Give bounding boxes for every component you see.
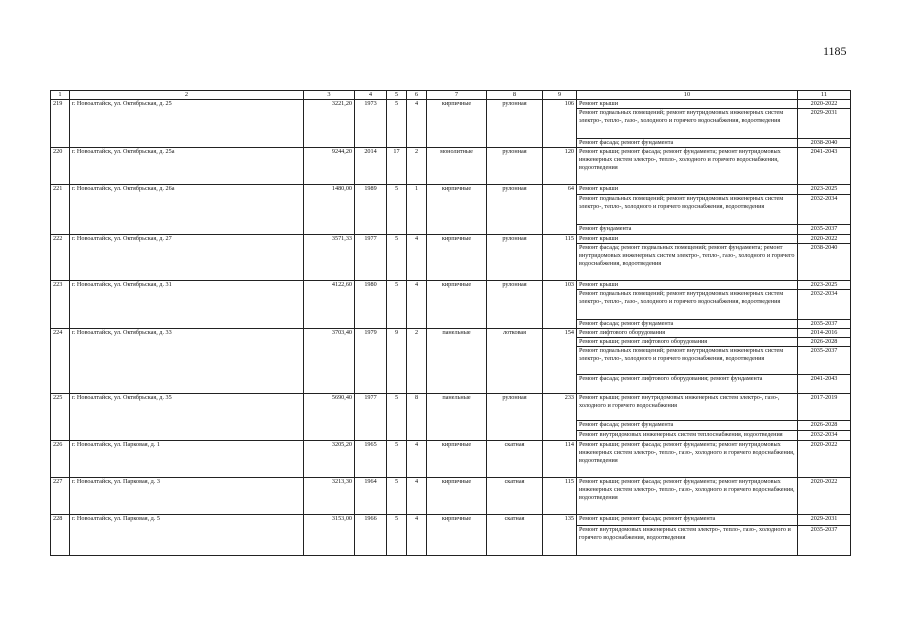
cell-period: 2035-2037 [798, 225, 851, 235]
cell-period: 2029-2031 [798, 109, 851, 139]
cell-work: Ремонт подвальных помещений; ремонт внутридомовых инженерных систем электро-, тепло-, газо-, холодного и горячего водоснабжения, водоотведения [577, 290, 798, 320]
cell-walls: кирпичные [427, 441, 487, 478]
table-row [51, 281, 851, 290]
cell-walls: кирпичные [427, 100, 487, 148]
cell-floors: 5 [387, 478, 407, 515]
cell-year: 1973 [355, 100, 387, 148]
cell-period: 2041-2043 [798, 148, 851, 185]
cell-apts: 120 [543, 148, 577, 185]
cell-entrances: 2 [407, 329, 427, 394]
cell-apts: 115 [543, 235, 577, 281]
cell-year: 1979 [355, 329, 387, 394]
cell-work: Ремонт крыши; ремонт фасада; ремонт фундамента; ремонт внутридомовых инженерных систем электро-, тепло-, холодного и горячего водоснабжения, водоотведения [577, 148, 798, 185]
column-header: 11 [798, 91, 851, 100]
cell-work: Ремонт крыши; ремонт внутридомовых инженерных систем электро-, газо-, холодного и горячего водоснабжения [577, 394, 798, 421]
column-header: 6 [407, 91, 427, 100]
cell-work: Ремонт крыши; ремонт лифтового оборудования [577, 338, 798, 347]
page-number: 1185 [823, 44, 847, 58]
cell-roof: рулонная [487, 148, 543, 185]
column-header: 9 [543, 91, 577, 100]
cell-floors: 5 [387, 515, 407, 556]
cell-year: 1977 [355, 235, 387, 281]
cell-address: г. Новоалтайск, ул. Октябрьская, д. 25 [70, 100, 304, 148]
cell-work: Ремонт подвальных помещений; ремонт внутридомовых инженерных систем электро-, тепло-, холодного и горячего водоснабжения, водоотведения [577, 195, 798, 225]
cell-floors: 17 [387, 148, 407, 185]
table-row [51, 100, 851, 109]
cell-num: 224 [51, 329, 70, 394]
cell-work: Ремонт крыши; ремонт фасада; ремонт фундамента; ремонт внутридомовых инженерных систем электро-, тепло-, газо-, холодного и горячего водоснабжения, водоотведения [577, 478, 798, 515]
cell-period: 2023-2025 [798, 281, 851, 290]
cell-period: 2029-2031 [798, 515, 851, 526]
cell-walls: кирпичные [427, 478, 487, 515]
cell-roof: скатная [487, 441, 543, 478]
capital-repair-table [50, 90, 851, 556]
cell-address: г. Новоалтайск, ул. Октябрьская, д. 26а [70, 185, 304, 235]
cell-apts: 103 [543, 281, 577, 329]
cell-work: Ремонт крыши; ремонт фасада; ремонт фундамента; ремонт внутридомовых инженерных систем электро-, тепло-, газо-, холодного и горячего водоснабжения, водоотведения [577, 441, 798, 478]
cell-period: 2020-2022 [798, 441, 851, 478]
cell-year: 2014 [355, 148, 387, 185]
cell-floors: 5 [387, 281, 407, 329]
cell-year: 1965 [355, 441, 387, 478]
table-row [51, 394, 851, 421]
cell-work: Ремонт фасада; ремонт подвальных помещений; ремонт фундамента; ремонт внутридомовых инженерных систем электро-, тепло-, газо-, холодного и горячего водоснабжения, водоотведения [577, 244, 798, 281]
cell-address: г. Новоалтайск, ул. Октябрьская, д. 27 [70, 235, 304, 281]
cell-roof: рулонная [487, 281, 543, 329]
cell-num: 220 [51, 148, 70, 185]
cell-roof: скатная [487, 478, 543, 515]
cell-work: Ремонт внутридомовых инженерных систем электро-, тепло-, газо-, холодного и горячего водоснабжения, водоотведения [577, 526, 798, 556]
cell-entrances: 1 [407, 185, 427, 235]
cell-address: г. Новоалтайск, ул. Парковая, д. 3 [70, 478, 304, 515]
cell-num: 222 [51, 235, 70, 281]
cell-period: 2032-2034 [798, 195, 851, 225]
cell-area: 3205,20 [304, 441, 355, 478]
table-row [51, 515, 851, 526]
cell-area: 3221,20 [304, 100, 355, 148]
cell-walls: кирпичные [427, 515, 487, 556]
cell-entrances: 4 [407, 235, 427, 281]
cell-work: Ремонт фундамента [577, 225, 798, 235]
column-header: 10 [577, 91, 798, 100]
cell-entrances: 4 [407, 281, 427, 329]
table-row [51, 478, 851, 515]
cell-entrances: 8 [407, 394, 427, 441]
cell-period: 2032-2034 [798, 431, 851, 441]
cell-period: 2038-2040 [798, 139, 851, 148]
cell-period: 2020-2022 [798, 478, 851, 515]
cell-apts: 233 [543, 394, 577, 441]
cell-period: 2026-2028 [798, 338, 851, 347]
cell-walls: кирпичные [427, 281, 487, 329]
cell-period: 2038-2040 [798, 244, 851, 281]
cell-period: 2023-2025 [798, 185, 851, 195]
cell-period: 2035-2037 [798, 526, 851, 556]
cell-walls: панельные [427, 394, 487, 441]
cell-period: 2035-2037 [798, 320, 851, 329]
cell-work: Ремонт внутридомовых инженерных систем теплоснабжения, водоотведения [577, 431, 798, 441]
cell-apts: 135 [543, 515, 577, 556]
cell-roof: рулонная [487, 235, 543, 281]
table-row [51, 329, 851, 338]
cell-work: Ремонт фасада; ремонт лифтового оборудования; ремонт фундамента [577, 375, 798, 394]
cell-address: г. Новоалтайск, ул. Октябрьская, д. 25а [70, 148, 304, 185]
cell-year: 1980 [355, 281, 387, 329]
table-row [51, 235, 851, 244]
cell-area: 5690,40 [304, 394, 355, 441]
cell-entrances: 4 [407, 478, 427, 515]
cell-area: 9244,20 [304, 148, 355, 185]
cell-roof: рулонная [487, 185, 543, 235]
table-row [51, 185, 851, 195]
cell-address: г. Новоалтайск, ул. Парковая, д. 1 [70, 441, 304, 478]
cell-area: 3153,00 [304, 515, 355, 556]
cell-work: Ремонт крыши [577, 281, 798, 290]
cell-period: 2014-2016 [798, 329, 851, 338]
cell-apts: 115 [543, 478, 577, 515]
cell-entrances: 2 [407, 148, 427, 185]
cell-address: г. Новоалтайск, ул. Октябрьская, д. 33 [70, 329, 304, 394]
cell-walls: монолитные [427, 148, 487, 185]
cell-period: 2020-2022 [798, 235, 851, 244]
cell-apts: 114 [543, 441, 577, 478]
column-header: 1 [51, 91, 70, 100]
cell-num: 228 [51, 515, 70, 556]
cell-roof: лотковая [487, 329, 543, 394]
cell-walls: кирпичные [427, 185, 487, 235]
cell-work: Ремонт подвальных помещений; ремонт внутридомовых инженерных систем электро-, тепло-, газо-, холодного и горячего водоснабжения, водоотведения [577, 109, 798, 139]
cell-period: 2035-2037 [798, 347, 851, 375]
cell-year: 1989 [355, 185, 387, 235]
cell-address: г. Новоалтайск, ул. Парковая, д. 5 [70, 515, 304, 556]
cell-year: 1964 [355, 478, 387, 515]
cell-work: Ремонт крыши [577, 185, 798, 195]
column-header: 8 [487, 91, 543, 100]
table-row [51, 441, 851, 478]
cell-area: 3213,30 [304, 478, 355, 515]
cell-entrances: 4 [407, 100, 427, 148]
cell-work: Ремонт лифтового оборудования [577, 329, 798, 338]
cell-apts: 106 [543, 100, 577, 148]
column-header: 7 [427, 91, 487, 100]
cell-period: 2032-2034 [798, 290, 851, 320]
cell-walls: кирпичные [427, 235, 487, 281]
cell-apts: 154 [543, 329, 577, 394]
table-row [51, 148, 851, 185]
cell-roof: рулонная [487, 100, 543, 148]
cell-floors: 5 [387, 185, 407, 235]
cell-period: 2017-2019 [798, 394, 851, 421]
cell-apts: 64 [543, 185, 577, 235]
cell-address: г. Новоалтайск, ул. Октябрьская, д. 35 [70, 394, 304, 441]
cell-work: Ремонт крыши; ремонт фасада; ремонт фундамента [577, 515, 798, 526]
cell-work: Ремонт фасада; ремонт фундамента [577, 139, 798, 148]
cell-address: г. Новоалтайск, ул. Октябрьская, д. 31 [70, 281, 304, 329]
column-header: 4 [355, 91, 387, 100]
cell-period: 2020-2022 [798, 100, 851, 109]
cell-roof: скатная [487, 515, 543, 556]
cell-area: 4122,60 [304, 281, 355, 329]
cell-floors: 5 [387, 100, 407, 148]
table-header-row [51, 91, 851, 100]
cell-work: Ремонт фасада; ремонт фундамента [577, 320, 798, 329]
cell-floors: 5 [387, 394, 407, 441]
cell-year: 1966 [355, 515, 387, 556]
cell-entrances: 4 [407, 515, 427, 556]
cell-period: 2026-2028 [798, 421, 851, 431]
cell-area: 3703,40 [304, 329, 355, 394]
cell-work: Ремонт крыши [577, 235, 798, 244]
cell-num: 226 [51, 441, 70, 478]
cell-num: 219 [51, 100, 70, 148]
column-header: 2 [70, 91, 304, 100]
cell-work: Ремонт подвальных помещений; ремонт внутридомовых инженерных систем электро-, тепло-, холодного и горячего водоснабжения, водоотведения [577, 347, 798, 375]
cell-area: 1480,00 [304, 185, 355, 235]
cell-num: 221 [51, 185, 70, 235]
cell-year: 1977 [355, 394, 387, 441]
cell-floors: 5 [387, 235, 407, 281]
cell-floors: 5 [387, 441, 407, 478]
cell-period: 2041-2043 [798, 375, 851, 394]
cell-floors: 9 [387, 329, 407, 394]
cell-entrances: 4 [407, 441, 427, 478]
cell-num: 223 [51, 281, 70, 329]
cell-area: 3571,33 [304, 235, 355, 281]
column-header: 5 [387, 91, 407, 100]
cell-num: 225 [51, 394, 70, 441]
cell-roof: рулонная [487, 394, 543, 441]
cell-num: 227 [51, 478, 70, 515]
cell-walls: панельные [427, 329, 487, 394]
cell-work: Ремонт крыши [577, 100, 798, 109]
column-header: 3 [304, 91, 355, 100]
cell-work: Ремонт фасада; ремонт фундамента [577, 421, 798, 431]
